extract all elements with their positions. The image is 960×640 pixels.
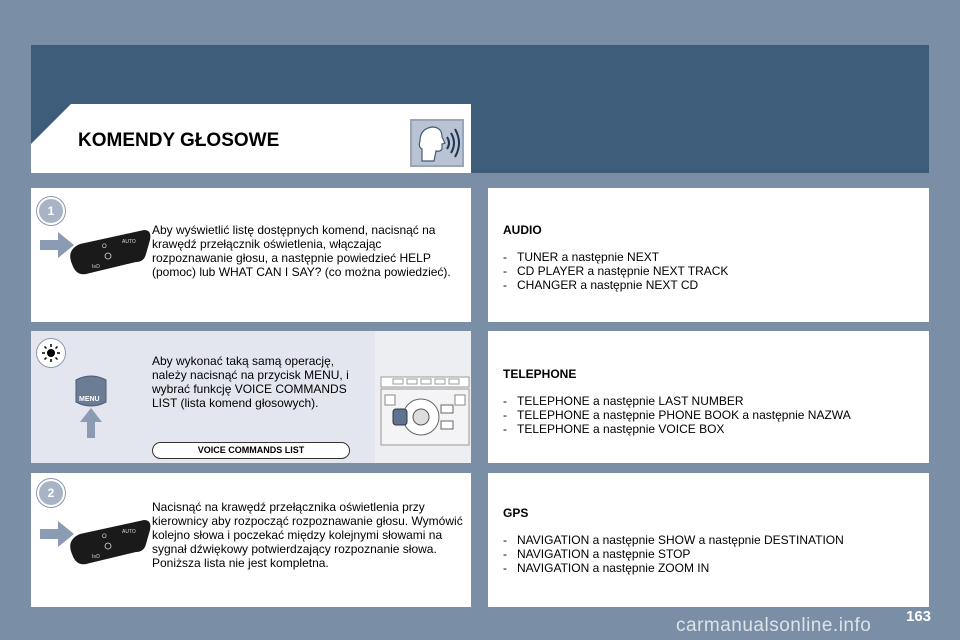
svg-text:AUTO: AUTO <box>122 239 136 245</box>
svg-text:O: O <box>102 244 107 250</box>
list-item: - NAVIGATION a następnie STOP <box>503 547 844 561</box>
gps-heading: GPS <box>503 506 529 520</box>
list-item: - TUNER a następnie NEXT <box>503 250 728 264</box>
watermark: carmanualsonline.info <box>676 615 872 636</box>
step-2-note: Poniższa lista nie jest kompletna. <box>152 556 329 570</box>
menu-button[interactable] <box>74 372 108 438</box>
page-number: 163 <box>906 608 932 625</box>
voice-speaking-icon <box>410 119 464 167</box>
page-title: KOMENDY GŁOSOWE <box>78 130 280 151</box>
step-2-badge: 2 <box>37 479 65 507</box>
lighting-stalk-icon <box>66 228 152 285</box>
lightbulb-icon <box>37 339 65 367</box>
list-item: - CD PLAYER a następnie NEXT TRACK <box>503 264 728 278</box>
step-1-badge: 1 <box>37 197 65 225</box>
lighting-stalk-icon <box>66 518 152 575</box>
audio-command-list <box>503 250 728 292</box>
svg-text:AUTO: AUTO <box>122 529 136 535</box>
svg-text:I≡D: I≡D <box>92 264 100 270</box>
list-item: - TELEPHONE a następnie PHONE BOOK a następnie NAZWA <box>503 408 851 422</box>
list-item: - CHANGER a następnie NEXT CD <box>503 278 728 292</box>
step-2-paragraph: Nacisnąć na krawędź przełącznika oświetlenia przy kierownicy aby rozpocząć rozpoznawanie głosu. Wymówić kolejno słowa i poczekać między kolejnymi słowami na sygnał dźwiękowy potwierdzający rozpoznanie słowa. <box>152 500 463 556</box>
svg-text:O: O <box>102 534 107 540</box>
list-item: - TELEPHONE a następnie LAST NUMBER <box>503 394 851 408</box>
voice-commands-list-button[interactable]: VOICE COMMANDS LIST <box>152 442 350 459</box>
list-item: - NAVIGATION a następnie SHOW a następnie DESTINATION <box>503 533 844 547</box>
gps-command-list <box>503 533 844 575</box>
step-menu-text: Aby wykonać taką samą operację, należy nacisnąć na przycisk MENU, i wybrać funkcję VOICE COMMANDS LIST (lista komend głosowych). <box>152 354 349 410</box>
step-1-text: Aby wyświetlić listę dostępnych komend, nacisnąć na krawędź przełącznik oświetlenia, włączając rozpoznawanie głosu, a następnie powiedzieć HELP (pomoc) lub WHAT CAN I SAY? (co można powiedzieć). <box>152 223 451 279</box>
step-2-text <box>152 500 464 570</box>
telephone-command-list <box>503 394 851 436</box>
svg-text:I≡D: I≡D <box>92 554 100 560</box>
menu-button-label: MENU <box>79 396 100 403</box>
telephone-heading: TELEPHONE <box>503 367 577 381</box>
list-item: - TELEPHONE a następnie VOICE BOX <box>503 422 851 436</box>
audio-heading: AUDIO <box>503 223 542 237</box>
radio-panel-illustration <box>375 331 471 463</box>
list-item: - NAVIGATION a następnie ZOOM IN <box>503 561 844 575</box>
